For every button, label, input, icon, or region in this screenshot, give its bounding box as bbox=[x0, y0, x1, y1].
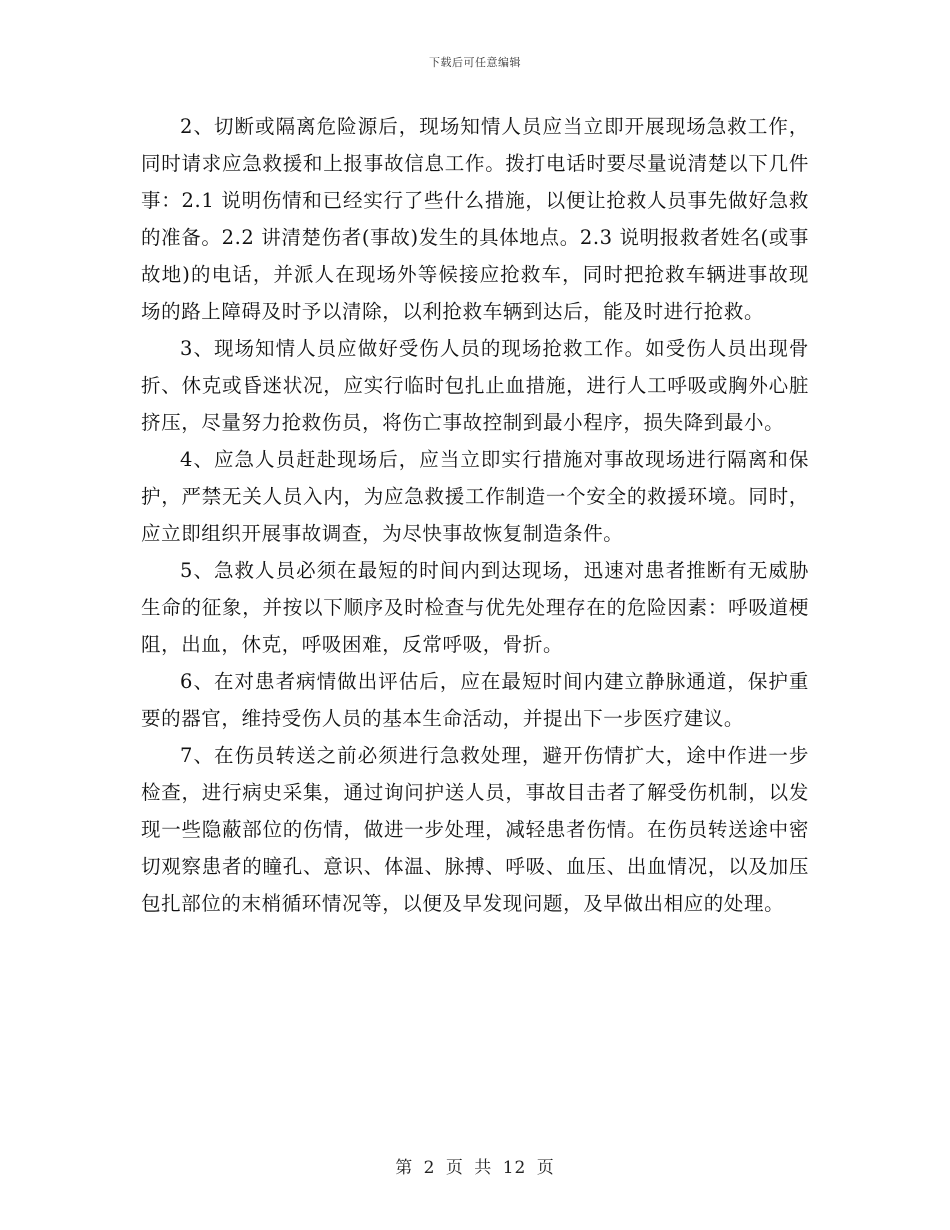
paragraph-item-2: 2、切断或隔离危险源后，现场知情人员应当立即开展现场急救工作，同时请求应急救援和上报事故信息工作。拨打电话时要尽量说清楚以下几件事：2.1 说明伤情和已经实行了些什么措施，以便让抢救人员事先做好急救的准备。2.2 讲清楚伤者(事故)发生的具体地点。2.3 说明报救者姓名(或事故地)的电话，并派人在现场外等候接应抢救车，同时把抢救车辆进事故现场的路上障碍及时予以清除，以利抢救车辆到达后，能及时进行抢救。 bbox=[141, 115, 809, 323]
page-header: 下载后可任意编辑 bbox=[429, 56, 521, 69]
paragraph-item-3: 3、现场知情人员应做好受伤人员的现场抢救工作。如受伤人员出现骨折、休克或昏迷状况，应实行临时包扎止血措施，进行人工呼吸或胸外心脏挤压，尽量努力抢救伤员，将伤亡事故控制到最小程序，损失降到最小。 bbox=[141, 337, 809, 434]
paragraph-item-7: 7、在伤员转送之前必须进行急救处理，避开伤情扩大，途中作进一步检查，进行病史采集，通过询问护送人员，事故目击者了解受伤机制，以发现一些隐蔽部位的伤情，做进一步处理，减轻患者伤情。在伤员转送途中密切观察患者的瞳孔、意识、体温、脉搏、呼吸、血压、出血情况，以及加压包扎部位的末梢循环情况等，以便及早发现问题，及早做出相应的处理。 bbox=[141, 744, 809, 915]
page-number-footer: 第 2 页 共 12 页 bbox=[395, 1158, 555, 1178]
paragraph-item-5: 5、急救人员必须在最短的时间内到达现场，迅速对患者推断有无威胁生命的征象，并按以下顺序及时检查与优先处理存在的危险因素：呼吸道梗阻，出血，休克，呼吸困难，反常呼吸，骨折。 bbox=[141, 559, 809, 656]
paragraph-item-6: 6、在对患者病情做出评估后，应在最短时间内建立静脉通道，保护重要的器官，维持受伤人员的基本生命活动，并提出下一步医疗建议。 bbox=[141, 670, 809, 730]
paragraph-item-4: 4、应急人员赶赴现场后，应当立即实行措施对事故现场进行隔离和保护，严禁无关人员入内，为应急救援工作制造一个安全的救援环境。同时，应立即组织开展事故调查，为尽快事故恢复制造条件。 bbox=[141, 448, 809, 545]
document-body bbox=[141, 108, 809, 922]
